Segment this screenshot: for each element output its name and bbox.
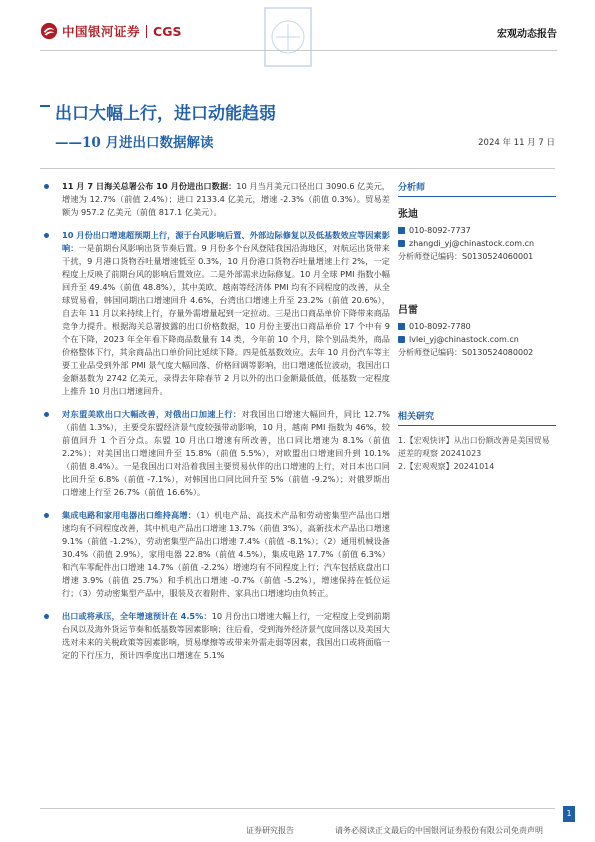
report-date: 2024 年 11 月 7 日 — [478, 138, 555, 148]
analyst-card — [398, 205, 556, 263]
bullet-lead: 11 月 7 日海关总署公布 10 月份进出口数据： — [62, 181, 237, 191]
brand-separator — [146, 25, 147, 38]
bullet-dot-icon — [44, 233, 49, 238]
bullet-dot-icon — [44, 412, 49, 417]
bullet-dot-icon — [44, 513, 49, 518]
phone-icon — [398, 323, 405, 330]
page-number: 1 — [563, 806, 575, 822]
summary-bullets — [42, 180, 390, 662]
bullet-text: 一是前期台风影响出货节奏后置。9 月份多个台风登陆我国沿海地区，对航运出货带来干扰，9 月港口货物吞吐量增速低至 0.3%，10 月份港口货物吞吐量增速上行 2%，一定程度上反映了前期台风的影响后置效应。二是外部需求边际修复。10 月全球 PMI 指数小幅回升至 49.4%（前值 48.8%），其中美欧、越南等经济体 PMI 均有不同程度的改善，从全球贸易看，韩国同期出口增速回升 4.6%，台湾出口增速上升至 23.2%（前值 20.6%），自去年 11 月以来持续上行，存量外需增量起到一定拉动。三是出口商品单价下降带来商品竞争力提升。根据海关总署披露的出口价格数据，10 月份主要出口商品单价 17 个中有 9 个在下降，2023 年全年看下降商品数量有 14 类，今年前 10 个月，除个别品类外，商品价格整体下行，其余商品出口单价同比延续下降。四是低基数效应。去年 10 月份汽车等主要工业品受到外部 PMI 景气度大幅回落、价格回调等影响，出口增速低位波动，我国出口金额基数为 2742 亿美元，录得去年除春节 2 月以外的出口金额最低值，低基数一定程度上推升 10 月出口增速回升。 — [62, 243, 390, 396]
sidebar — [398, 180, 556, 473]
analyst-reg: 分析师登记编码：S0130524080002 — [398, 348, 534, 357]
bullet-item — [42, 610, 390, 662]
analyst-email[interactable]: lvlei_yj@chinastock.com.cn — [409, 335, 519, 344]
page-header — [0, 0, 595, 62]
related-link[interactable]: 2.【宏观观察】20241014 — [398, 462, 495, 471]
cgs-logo-icon — [40, 22, 58, 40]
bullet-item — [42, 408, 390, 499]
related-heading: 相关研究 — [398, 409, 556, 426]
analyst-reg-row — [398, 250, 556, 263]
analyst-reg-row — [398, 346, 556, 359]
report-subtitle: ——10 月进出口数据解读 — [55, 135, 214, 151]
phone-icon — [398, 227, 405, 234]
footer-label: 证券研究报告 — [246, 826, 294, 835]
brand-name-en: CGS — [153, 23, 182, 39]
analyst-card — [398, 301, 556, 359]
footer-disclaimer: 请务必阅读正文最后的中国银河证券股份有限公司免责声明 — [335, 826, 543, 835]
analyst-phone-row — [398, 224, 556, 237]
bullet-lead: 出口或将承压，全年增速预计在 4.5%： — [62, 611, 212, 621]
bullet-dot-icon — [44, 614, 49, 619]
report-title: 出口大幅上行，进口动能趋弱 — [55, 104, 276, 124]
analyst-phone: 010-8092-7737 — [409, 226, 471, 235]
bullet-text: 对我国出口增速大幅回升，同比 12.7%（前值 1.3%），主要受东盟经济景气度较强带动影响，10 月，越南 PMI 指数为 46%，较前值回升 1 个百分点。东盟 10 月出口增速有所改善，出口同比增速为 8.1%（前值 2.2%）；对美国出口增速回升至 15.8%（前值 5.5%），对欧盟出口增速回升到 10.1%（前值 8.4%）。一是我国出口对沿着我国主要贸易伙伴的出口增速的上行，对日本出口同比回升至 6.8%（前值 -7.1%），对韩国出口同比回升至 5%（前值 -9.2%）；对俄罗斯出口增速上行至 26.7%（前值 16.6%）。 — [62, 409, 390, 497]
brand-name-cn: 中国银河证券 — [62, 24, 141, 39]
bullet-item — [42, 180, 390, 219]
bullet-text: （1）机电产品、高技术产品和劳动密集型产品出口增速均有不同程度改善，其中机电产品出口增速 13.7%（前值 3%），高新技术产品出口增速 9.1%（前值 -1.2%），劳动密集型产品出口增速 7.4%（前值 -8.1%）；（2）通用机械设备 30.4%（前值 2.9%），家用电器 22.8%（前值 4.5%），集成电路 17.7%（前值 6.3%）和汽车零配件出口增速 14.7%（前值 -2.2%）增速均有不同程度上行；汽车包括底盘出口增速 3.9%（前值 25.7%）和手机出口增速 -0.7%（前值 -5.2%），增速保持在低位运行；（3）劳动密集型产品中，服装及衣着附件、家具出口增速均由负转正。 — [62, 510, 390, 598]
analyst-phone-row — [398, 320, 556, 333]
analyst-name: 张迪 — [398, 209, 418, 220]
analyst-email[interactable]: zhangdi_yj@chinastock.com.cn — [409, 239, 535, 248]
bullet-dot-icon — [44, 184, 49, 189]
analyst-heading: 分析师 — [398, 180, 556, 197]
header-divider — [40, 50, 557, 51]
bullet-lead: 对东盟美欧出口大幅改善，对俄出口加速上行： — [62, 409, 242, 419]
spacer — [398, 263, 556, 293]
analyst-phone: 010-8092-7780 — [409, 322, 471, 331]
related-link[interactable]: 1.【宏观快评】从出口份额改善是美国贸易逆差的观察 20241023 — [398, 436, 550, 458]
bullet-text: 10 月份出口增速大幅上行，一定程度上受到前期台风以及海外货运节奏和低基数等因素影响；往后看，受到海外经济景气度回落以及美国大选对未来的关税政策等因素影响，贸易摩擦等或带来外需走弱等因素，我国出口或将面临一定的下行压力，预计四季度出口增速在 5.1% — [62, 611, 390, 660]
analyst-reg: 分析师登记编码：S0130524060001 — [398, 252, 534, 261]
email-icon — [398, 336, 405, 343]
bullet-lead: 集成电路和家用电器出口维持高增： — [62, 510, 197, 520]
brand-logo — [40, 22, 181, 40]
email-icon — [398, 240, 405, 247]
related-research — [398, 409, 556, 473]
watermark-seal-icon — [259, 2, 317, 72]
bullet-item — [42, 509, 390, 600]
analyst-name: 吕雷 — [398, 305, 418, 316]
footer-divider — [40, 808, 555, 809]
bullet-text: 10 月当月美元口径出口 3090.6 亿美元，增速为 12.7%（前值 2.4%）；进口 2133.4 亿美元，增速 -2.3%（前值 0.3%）。贸易差额为 957.2 亿美元（前值 817.1 亿美元）。 — [62, 181, 390, 217]
analyst-email-row — [398, 237, 556, 250]
title-accent — [40, 105, 50, 107]
bullet-item — [42, 229, 390, 398]
title-divider — [40, 168, 555, 169]
bullet-lead: 10 月份出口增速超预期上行，源于台风影响后置、外部边际修复以及低基数效应等因素影响： — [62, 230, 390, 253]
analyst-email-row — [398, 333, 556, 346]
doc-type-label: 宏观动态报告 — [497, 29, 557, 40]
